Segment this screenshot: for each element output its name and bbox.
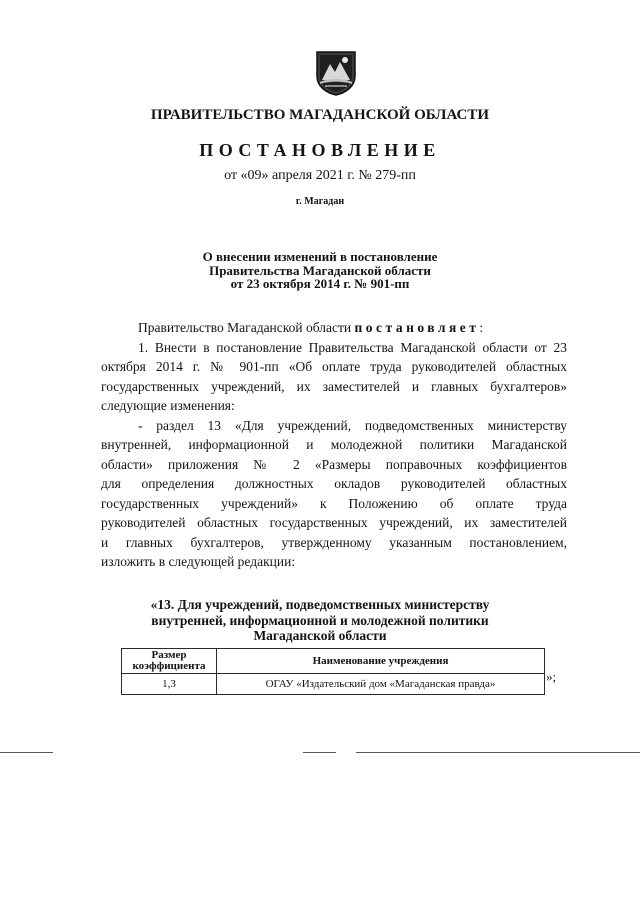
header-coefficient-line: коэффициента	[132, 660, 206, 672]
document-place: г. Магадан	[295, 196, 345, 207]
section-heading-line: внутренней, информационной и молодежной политики	[151, 612, 489, 628]
cell-coefficient: 1,3	[122, 674, 217, 695]
header-coefficient	[122, 649, 217, 674]
closing-quote: »;	[546, 669, 557, 684]
intro-text: Правительство Магаданской области	[138, 320, 355, 335]
subitem-line: области» приложения № 2 «Размеры поправочных коэффициентов	[101, 456, 567, 472]
subject-line: от 23 октября 2014 г. № 901-пп	[230, 276, 410, 291]
section-heading-line: «13. Для учреждений, подведомственных министерству	[150, 597, 490, 612]
document-date-number: от «09» апреля 2021 г. № 279-пп	[224, 168, 416, 183]
cell-institution: ОГАУ «Издательский дом «Магаданская правда»	[217, 674, 545, 695]
resolution-intro	[101, 318, 567, 338]
subject-line: О внесении изменений в постановление	[202, 249, 438, 264]
subitem-line: внутренней, информационной и молодежной политики Магаданской	[101, 437, 567, 452]
government-name: ПРАВИТЕЛЬСТВО МАГАДАНСКОЙ ОБЛАСТИ	[150, 107, 490, 123]
coefficient-table	[121, 648, 545, 695]
subitem-line: изложить в следующей редакции:	[101, 554, 296, 569]
footer-rule-mid	[303, 752, 336, 753]
subitem-line: руководителей областных государственных учреждений, их заместителей	[101, 515, 567, 530]
footer-rule-right	[356, 752, 640, 753]
document-body	[101, 318, 567, 572]
section-heading-line: Магаданской области	[253, 628, 387, 643]
table-header-row	[122, 649, 545, 674]
footer-rule-left	[0, 752, 53, 753]
document-subject	[0, 250, 640, 291]
subitem-line: и главных бухгалтеров, утвержденному указанным постановлением,	[101, 534, 567, 550]
subitem-line: для определения должностных окладов руководителей областных	[101, 476, 567, 491]
subitem-line: государственных учреждений» к Положению об оплате труда	[101, 495, 567, 511]
header-institution: Наименование учреждения	[217, 649, 545, 674]
intro-keyword: постановляет	[354, 320, 480, 335]
magadan-coat-of-arms-icon	[314, 50, 358, 96]
subitem-line: - раздел 13 «Для учреждений, подведомственных министерству	[138, 417, 567, 433]
clause-1-subitem	[101, 416, 567, 572]
clause-1: 1. Внести в постановление Правительства Магаданской области от 23 октября 2014 г. № 901-пп «Об оплате труда руководителей областных государственных учреждений, их заместителей и главных бухгалтеров» следующие изменения:	[101, 339, 567, 413]
subject-line: Правительства Магаданской области	[209, 262, 431, 278]
section-13-heading	[0, 597, 640, 644]
intro-colon: :	[479, 320, 484, 335]
header-coefficient-line: Размер	[151, 649, 187, 661]
document-type: ПОСТАНОВЛЕНИЕ	[199, 140, 441, 160]
table-row	[122, 674, 545, 695]
